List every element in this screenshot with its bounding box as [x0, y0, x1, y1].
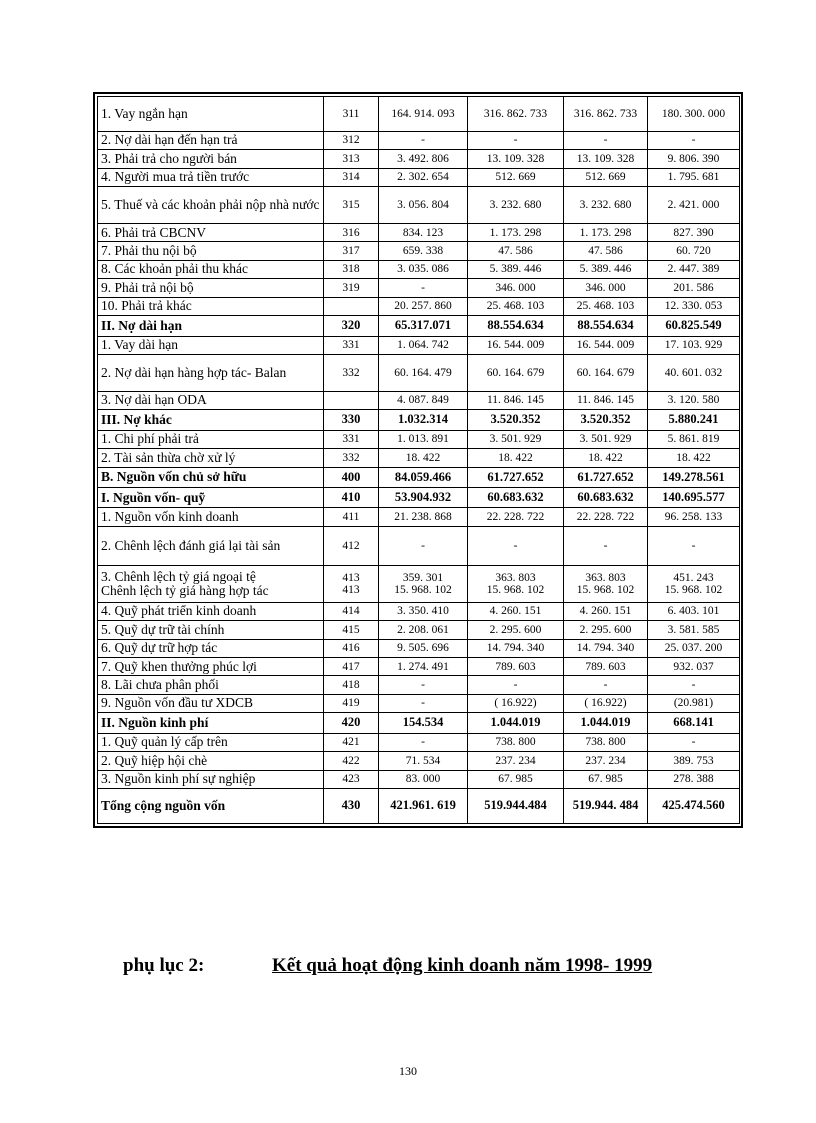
- row-code: 416: [324, 639, 379, 657]
- value-col-1: -: [379, 733, 468, 751]
- value-col-4: 9. 806. 390: [648, 150, 740, 168]
- table-row: [98, 97, 740, 132]
- row-label: 2. Nợ dài hạn đến hạn trả: [98, 131, 324, 149]
- value-col-4: 827. 390: [648, 223, 740, 241]
- value-col-4: 40. 601. 032: [648, 354, 740, 391]
- value-col-1: -: [379, 694, 468, 712]
- value-col-2: 11. 846. 145: [468, 391, 564, 409]
- row-code: [324, 565, 379, 602]
- row-code: 319: [324, 279, 379, 297]
- appendix-label: phụ lục 2:: [123, 955, 205, 976]
- value-col-4: 149.278.561: [648, 467, 740, 487]
- value-col-4: 60.825.549: [648, 316, 740, 336]
- row-label: 9. Nguồn vốn đầu tư XDCB: [98, 694, 324, 712]
- value-col-1: 3. 350. 410: [379, 602, 468, 620]
- value-col-2: 237. 234: [468, 752, 564, 770]
- table-row: [98, 467, 740, 487]
- row-label-line: Chênh lệch tỷ giá hàng hợp tác: [101, 582, 269, 598]
- row-code: 331: [324, 430, 379, 448]
- value-col-3: 60.683.632: [564, 488, 648, 508]
- value-col-1: 71. 534: [379, 752, 468, 770]
- row-code: 414: [324, 602, 379, 620]
- value-col-3: 738. 800: [564, 733, 648, 751]
- value-col-1: 83. 000: [379, 770, 468, 788]
- value-col-3: -: [564, 676, 648, 694]
- value-col-2: 1. 173. 298: [468, 223, 564, 241]
- row-label: 2. Nợ dài hạn hàng hợp tác- Balan: [98, 354, 324, 391]
- value-col-1: 3. 492. 806: [379, 150, 468, 168]
- value-col-3: -: [564, 131, 648, 149]
- value-col-4: 5.880.241: [648, 410, 740, 430]
- row-code: 423: [324, 770, 379, 788]
- row-label: 1. Quỹ quản lý cấp trên: [98, 733, 324, 751]
- value-col-2: 316. 862. 733: [468, 97, 564, 132]
- row-label: III. Nợ khác: [98, 410, 324, 430]
- value-col-4: 932. 037: [648, 657, 740, 675]
- row-label: 7. Phải thu nội bộ: [98, 242, 324, 260]
- value-col-4-line: 451. 243: [673, 571, 714, 584]
- row-code: 312: [324, 131, 379, 149]
- value-col-1: -: [379, 526, 468, 565]
- row-code-line: 413: [342, 571, 360, 584]
- value-col-2-line: 363. 803: [495, 571, 536, 584]
- value-col-3: 237. 234: [564, 752, 648, 770]
- value-col-3: 61.727.652: [564, 467, 648, 487]
- value-col-1: 1. 013. 891: [379, 430, 468, 448]
- value-col-4: 668.141: [648, 713, 740, 733]
- row-code: 314: [324, 168, 379, 186]
- value-col-2: -: [468, 526, 564, 565]
- value-col-4: 6. 403. 101: [648, 602, 740, 620]
- value-col-4: 1. 795. 681: [648, 168, 740, 186]
- value-col-2: 346. 000: [468, 279, 564, 297]
- row-code: 332: [324, 354, 379, 391]
- row-label: 8. Lãi chưa phân phối: [98, 676, 324, 694]
- value-col-4: 278. 388: [648, 770, 740, 788]
- value-col-2: 47. 586: [468, 242, 564, 260]
- value-col-1: -: [379, 676, 468, 694]
- value-col-2: ( 16.922): [468, 694, 564, 712]
- row-label: 1. Nguồn vốn kinh doanh: [98, 508, 324, 526]
- row-label: 4. Người mua trả tiền trước: [98, 168, 324, 186]
- table-row: [98, 621, 740, 639]
- row-code: 411: [324, 508, 379, 526]
- value-col-1: 1.032.314: [379, 410, 468, 430]
- value-col-3: 13. 109. 328: [564, 150, 648, 168]
- value-col-4: 2. 421. 000: [648, 187, 740, 224]
- value-col-1: 84.059.466: [379, 467, 468, 487]
- value-col-1: 3. 056. 804: [379, 187, 468, 224]
- value-col-4: 17. 103. 929: [648, 336, 740, 354]
- value-col-3: 47. 586: [564, 242, 648, 260]
- value-col-3: 1.044.019: [564, 713, 648, 733]
- row-label: 10. Phải trả khác: [98, 297, 324, 315]
- value-col-2: [468, 565, 564, 602]
- row-label: II. Nợ dài hạn: [98, 316, 324, 336]
- balance-sheet-table: [97, 96, 740, 824]
- value-col-2: 13. 109. 328: [468, 150, 564, 168]
- value-col-4: -: [648, 526, 740, 565]
- value-col-1: 164. 914. 093: [379, 97, 468, 132]
- value-col-1: -: [379, 131, 468, 149]
- value-col-3: 88.554.634: [564, 316, 648, 336]
- value-col-3: 346. 000: [564, 279, 648, 297]
- row-code: 311: [324, 97, 379, 132]
- value-col-3: 25. 468. 103: [564, 297, 648, 315]
- value-col-3: 3. 501. 929: [564, 430, 648, 448]
- value-col-3: 1. 173. 298: [564, 223, 648, 241]
- row-code: 412: [324, 526, 379, 565]
- row-label: 3. Phải trả cho người bán: [98, 150, 324, 168]
- table-row: [98, 788, 740, 823]
- value-col-3: 67. 985: [564, 770, 648, 788]
- value-col-3: 18. 422: [564, 449, 648, 467]
- row-code-line: 413: [342, 583, 360, 596]
- value-col-2: 61.727.652: [468, 467, 564, 487]
- table-body: [98, 97, 740, 824]
- value-col-3: 16. 544. 009: [564, 336, 648, 354]
- row-code: 315: [324, 187, 379, 224]
- table-row: [98, 297, 740, 315]
- value-col-2: 25. 468. 103: [468, 297, 564, 315]
- table-row: [98, 316, 740, 336]
- value-col-3-line: 15. 968. 102: [576, 583, 635, 596]
- value-col-3: -: [564, 526, 648, 565]
- value-col-2: 14. 794. 340: [468, 639, 564, 657]
- row-code: 318: [324, 260, 379, 278]
- value-col-1: 53.904.932: [379, 488, 468, 508]
- value-col-4: 12. 330. 053: [648, 297, 740, 315]
- value-col-3: 512. 669: [564, 168, 648, 186]
- value-col-2: 519.944.484: [468, 788, 564, 823]
- value-col-1: 18. 422: [379, 449, 468, 467]
- table-row: [98, 676, 740, 694]
- value-col-4: 2. 447. 389: [648, 260, 740, 278]
- row-code: 420: [324, 713, 379, 733]
- row-code: 410: [324, 488, 379, 508]
- value-col-4: (20.981): [648, 694, 740, 712]
- value-col-2: 67. 985: [468, 770, 564, 788]
- value-col-1: 20. 257. 860: [379, 297, 468, 315]
- value-col-3: 4. 260. 151: [564, 602, 648, 620]
- table-row: [98, 657, 740, 675]
- value-col-4: 201. 586: [648, 279, 740, 297]
- row-label: I. Nguồn vốn- quỹ: [98, 488, 324, 508]
- value-col-1: 2. 302. 654: [379, 168, 468, 186]
- value-col-1: 9. 505. 696: [379, 639, 468, 657]
- table-row: [98, 752, 740, 770]
- value-col-4: 25. 037. 200: [648, 639, 740, 657]
- value-col-4: -: [648, 131, 740, 149]
- row-code: 422: [324, 752, 379, 770]
- table-row: [98, 410, 740, 430]
- row-code: 421: [324, 733, 379, 751]
- row-label: 2. Quỹ hiệp hội chè: [98, 752, 324, 770]
- value-col-3: 316. 862. 733: [564, 97, 648, 132]
- row-label: 8. Các khoản phải thu khác: [98, 260, 324, 278]
- row-code: 430: [324, 788, 379, 823]
- balance-sheet-frame: [93, 92, 743, 828]
- row-label: Tổng cộng nguồn vốn: [98, 788, 324, 823]
- table-row: [98, 639, 740, 657]
- value-col-3: 789. 603: [564, 657, 648, 675]
- value-col-4: 425.474.560: [648, 788, 740, 823]
- value-col-2: 3. 501. 929: [468, 430, 564, 448]
- value-col-4: [648, 565, 740, 602]
- value-col-4: -: [648, 676, 740, 694]
- value-col-2: 738. 800: [468, 733, 564, 751]
- row-label: 4. Quỹ phát triển kinh doanh: [98, 602, 324, 620]
- row-label: 6. Phải trả CBCNV: [98, 223, 324, 241]
- row-code: 332: [324, 449, 379, 467]
- value-col-2: 3.520.352: [468, 410, 564, 430]
- value-col-4: 18. 422: [648, 449, 740, 467]
- table-row: [98, 260, 740, 278]
- table-row: [98, 770, 740, 788]
- row-label: 3. Nguồn kinh phí sự nghiệp: [98, 770, 324, 788]
- value-col-3: 22. 228. 722: [564, 508, 648, 526]
- table-row: [98, 694, 740, 712]
- value-col-4: 389. 753: [648, 752, 740, 770]
- value-col-2: 88.554.634: [468, 316, 564, 336]
- row-code: 415: [324, 621, 379, 639]
- table-row: [98, 526, 740, 565]
- row-code: 400: [324, 467, 379, 487]
- value-col-4: -: [648, 733, 740, 751]
- value-col-2: -: [468, 676, 564, 694]
- row-label: 3. Nợ dài hạn ODA: [98, 391, 324, 409]
- value-col-1-line: 15. 968. 102: [394, 583, 452, 596]
- row-code: 417: [324, 657, 379, 675]
- value-col-2: 60.683.632: [468, 488, 564, 508]
- value-col-3: 11. 846. 145: [564, 391, 648, 409]
- value-col-2: 16. 544. 009: [468, 336, 564, 354]
- value-col-3-line: 363. 803: [585, 571, 626, 584]
- table-row: [98, 223, 740, 241]
- row-label: 5. Thuế và các khoản phải nộp nhà nước: [98, 187, 324, 224]
- value-col-3: 3.520.352: [564, 410, 648, 430]
- value-col-1: 3. 035. 086: [379, 260, 468, 278]
- row-code: 331: [324, 336, 379, 354]
- value-col-2: 3. 232. 680: [468, 187, 564, 224]
- value-col-4: 5. 861. 819: [648, 430, 740, 448]
- table-row: [98, 391, 740, 409]
- value-col-2: 512. 669: [468, 168, 564, 186]
- value-col-2: 789. 603: [468, 657, 564, 675]
- appendix-title: Kết quả hoạt động kinh doanh năm 1998- 1999: [272, 955, 653, 976]
- table-row: [98, 168, 740, 186]
- table-row: [98, 430, 740, 448]
- row-code: 317: [324, 242, 379, 260]
- row-label: B. Nguồn vốn chủ sở hữu: [98, 467, 324, 487]
- table-row: [98, 488, 740, 508]
- value-col-1: 659. 338: [379, 242, 468, 260]
- value-col-4-line: 15. 968. 102: [664, 583, 723, 596]
- value-col-2: 22. 228. 722: [468, 508, 564, 526]
- value-col-3: 3. 232. 680: [564, 187, 648, 224]
- value-col-4: 3. 120. 580: [648, 391, 740, 409]
- row-label-line: 3. Chênh lệch tỷ giá ngoại tệ: [101, 568, 256, 584]
- row-label: 7. Quỹ khen thưởng phúc lợi: [98, 657, 324, 675]
- value-col-2: 60. 164. 679: [468, 354, 564, 391]
- value-col-3: ( 16.922): [564, 694, 648, 712]
- value-col-1: 60. 164. 479: [379, 354, 468, 391]
- row-label: 1. Vay dài hạn: [98, 336, 324, 354]
- value-col-4: 96. 258. 133: [648, 508, 740, 526]
- value-col-3: [564, 565, 648, 602]
- table-row: [98, 449, 740, 467]
- row-label: 1. Vay ngắn hạn: [98, 97, 324, 132]
- row-code: 313: [324, 150, 379, 168]
- table-row: [98, 354, 740, 391]
- row-code: 316: [324, 223, 379, 241]
- value-col-1: 2. 208. 061: [379, 621, 468, 639]
- table-row: [98, 336, 740, 354]
- table-row: [98, 713, 740, 733]
- value-col-2: 1.044.019: [468, 713, 564, 733]
- value-col-1: 65.317.071: [379, 316, 468, 336]
- table-row: [98, 242, 740, 260]
- page-number: 130: [399, 1064, 417, 1078]
- value-col-1: 834. 123: [379, 223, 468, 241]
- value-col-1: 421.961. 619: [379, 788, 468, 823]
- row-label: 2. Chênh lệch đánh giá lại tài sản: [98, 526, 324, 565]
- value-col-1: 21. 238. 868: [379, 508, 468, 526]
- value-col-1: 154.534: [379, 713, 468, 733]
- table-row: [98, 187, 740, 224]
- row-code: 330: [324, 410, 379, 430]
- row-code: [324, 391, 379, 409]
- table-row: [98, 602, 740, 620]
- value-col-4: 180. 300. 000: [648, 97, 740, 132]
- value-col-1: -: [379, 279, 468, 297]
- value-col-1: [379, 565, 468, 602]
- row-label: 5. Quỹ dự trữ tài chính: [98, 621, 324, 639]
- value-col-2-line: 15. 968. 102: [486, 583, 545, 596]
- row-code: [324, 297, 379, 315]
- row-label: [98, 565, 324, 602]
- table-row: [98, 279, 740, 297]
- row-code: 418: [324, 676, 379, 694]
- value-col-3: 60. 164. 679: [564, 354, 648, 391]
- value-col-1: 1. 064. 742: [379, 336, 468, 354]
- value-col-3: 14. 794. 340: [564, 639, 648, 657]
- value-col-2: -: [468, 131, 564, 149]
- value-col-3: 2. 295. 600: [564, 621, 648, 639]
- value-col-2: 5. 389. 446: [468, 260, 564, 278]
- table-row: [98, 131, 740, 149]
- row-label: 6. Quỹ dự trữ hợp tác: [98, 639, 324, 657]
- row-label: 1. Chi phí phải trả: [98, 430, 324, 448]
- row-label: 2. Tài sản thừa chờ xử lý: [98, 449, 324, 467]
- table-row: [98, 565, 740, 602]
- value-col-2: 4. 260. 151: [468, 602, 564, 620]
- table-row: [98, 733, 740, 751]
- value-col-1: 4. 087. 849: [379, 391, 468, 409]
- row-label: 9. Phải trả nội bộ: [98, 279, 324, 297]
- row-code: 320: [324, 316, 379, 336]
- value-col-4: 140.695.577: [648, 488, 740, 508]
- value-col-1: 1. 274. 491: [379, 657, 468, 675]
- value-col-2: 18. 422: [468, 449, 564, 467]
- value-col-3: 519.944. 484: [564, 788, 648, 823]
- value-col-1-line: 359. 301: [402, 571, 444, 584]
- value-col-3: 5. 389. 446: [564, 260, 648, 278]
- value-col-4: 3. 581. 585: [648, 621, 740, 639]
- value-col-2: 2. 295. 600: [468, 621, 564, 639]
- table-row: [98, 508, 740, 526]
- row-code: 419: [324, 694, 379, 712]
- table-row: [98, 150, 740, 168]
- row-label: II. Nguồn kinh phí: [98, 713, 324, 733]
- value-col-4: 60. 720: [648, 242, 740, 260]
